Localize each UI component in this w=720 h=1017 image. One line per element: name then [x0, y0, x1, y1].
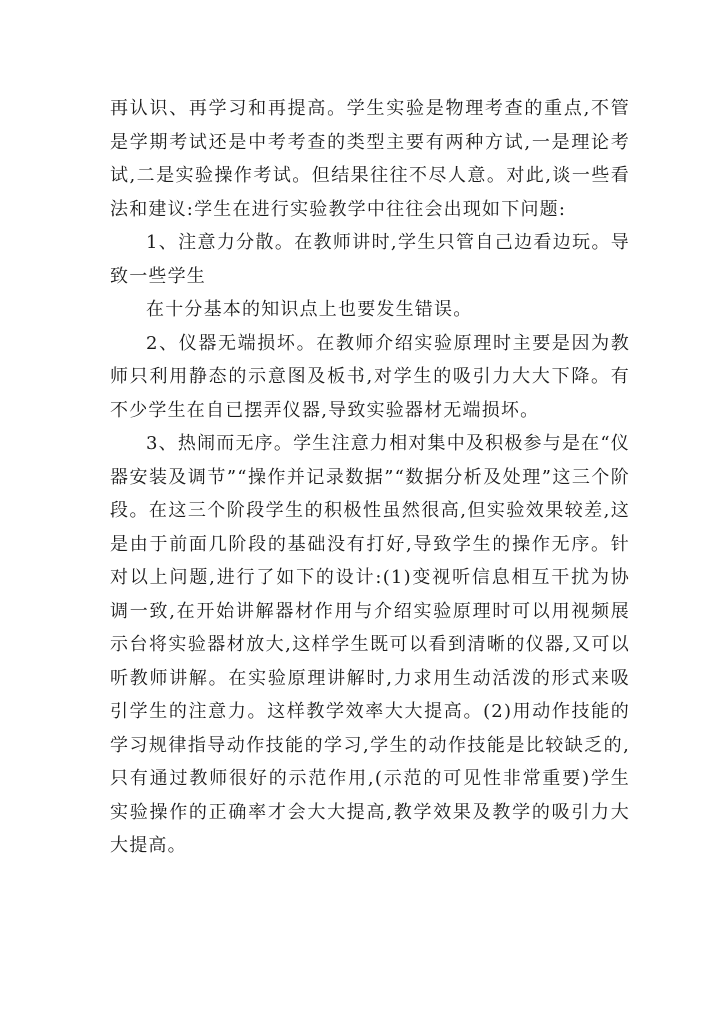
paragraph-intro: 再认识、再学习和再提高。学生实验是物理考查的重点,不管是学期考试还是中考考查的类型主要有两种方试,一是理论考试,二是实验操作考试。但结果往往不尽人意。对此,谈一些看法和建议:学生在进行实验教学中往往会出现如下问题:: [110, 98, 630, 220]
paragraph-issue-1-continued: 在十分基本的知识点上也要发生错误。: [146, 299, 473, 320]
document-body: [110, 92, 630, 863]
paragraph-issue-1: 1、注意力分散。在教师讲时,学生只管自己边看边玩。导致一些学生: [110, 232, 630, 287]
paragraph-issue-2: 2、仪器无端损坏。在教师介绍实验原理时主要是因为教师只利用静态的示意图及板书,对学生的吸引力大大下降。有不少学生在自已摆弄仪器,导致实验器材无端损坏。: [110, 332, 630, 421]
paragraph-issue-3: 3、热闹而无序。学生注意力相对集中及积极参与是在“仪器安装及调节”“操作并记录数据”“数据分析及处理”这三个阶段。在这三个阶段学生的积极性虽然很高,但实验效果较差,这是由于前面几阶段的基础没有打好,导致学生的操作无序。针对以上问题,进行了如下的设计:(1)变视听信息相互干扰为协调一致,在开始讲解器材作用与介绍实验原理时可以用视频展示台将实验器材放大,这样学生既可以看到清晰的仪器,又可以听教师讲解。在实验原理讲解时,力求用生动活泼的形式来吸引学生的注意力。这样教学效率大大提高。(2)用动作技能的学习规律指导动作技能的学习,学生的动作技能是比较缺乏的,只有通过教师很好的示范作用,(示范的可见性非常重要)学生实验操作的正确率才会大大提高,教学效果及教学的吸引力大大提高。: [110, 433, 630, 856]
